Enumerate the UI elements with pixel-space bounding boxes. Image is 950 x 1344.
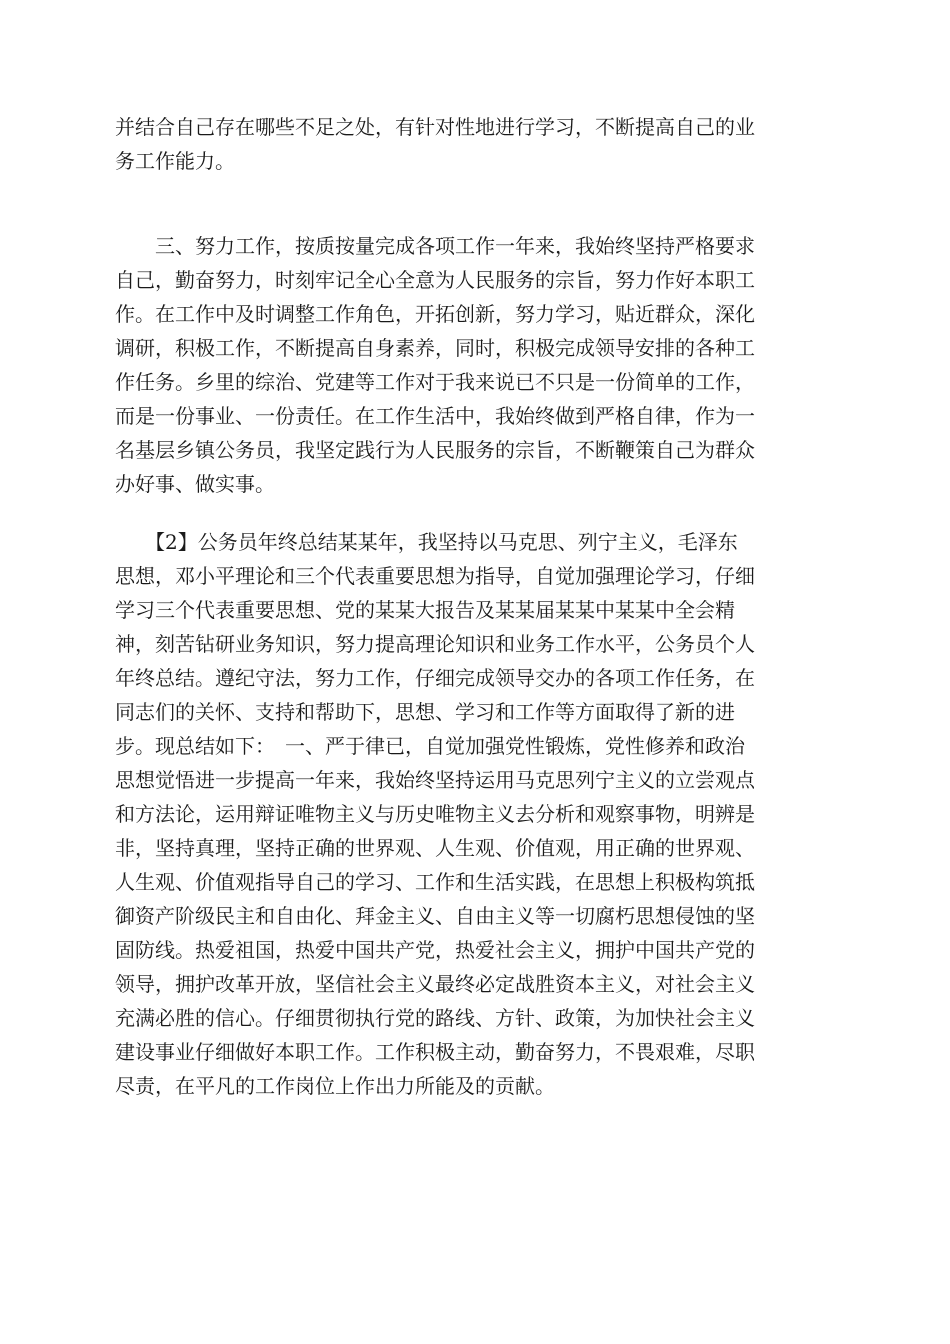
text-line: 学习三个代表重要思想、党的某某大报告及某某届某某中某某中全会精 (115, 598, 735, 622)
text-line: 思想，邓小平理论和三个代表重要思想为指导，自觉加强理论学习，仔细 (115, 564, 755, 588)
text-line: 【2】公务员年终总结某某年，我坚持以马克思、列宁主义，毛泽东 (115, 530, 738, 554)
text-line: 尽责，在平凡的工作岗位上作出力所能及的贡献。 (115, 1074, 555, 1098)
text-line: 御资产阶级民主和自由化、拜金主义、自由主义等一切腐朽思想侵蚀的坚 (115, 904, 755, 928)
text-line: 非，坚持真理，坚持正确的世界观、人生观、价值观，用正确的世界观、 (115, 836, 755, 860)
text-line: 步。现总结如下： 一、严于律已，自觉加强党性锻炼，党性修养和政治 (115, 734, 745, 758)
text-line: 人生观、价值观指导自己的学习、工作和生活实践，在思想上积极构筑抵 (115, 870, 755, 894)
paragraph-section-three (115, 229, 840, 501)
text-line: 建设事业仔细做好本职工作。工作积极主动，勤奋努力，不畏艰难，尽职 (115, 1040, 755, 1064)
text-line: 思想觉悟进一步提高一年来，我始终坚持运用马克思列宁主义的立尝观点 (115, 768, 755, 792)
paragraph-summary-2 (115, 525, 840, 1103)
text-line: 固防线。热爱祖国，热爱中国共产党，热爱社会主义，拥护中国共产党的 (115, 938, 755, 962)
text-line: 而是一份事业、一份责任。在工作生活中，我始终做到严格自律，作为一 (115, 404, 755, 428)
text-line: 同志们的关怀、支持和帮助下，思想、学习和工作等方面取得了新的进 (115, 700, 735, 724)
text-line: 作任务。乡里的综治、党建等工作对于我来说已不只是一份简单的工作， (115, 370, 755, 394)
text-line: 自己，勤奋努力，时刻牢记全心全意为人民服务的宗旨，努力作好本职工 (115, 268, 755, 292)
text-line: 办好事、做实事。 (115, 472, 275, 496)
paragraph-continuation (115, 110, 840, 178)
text-line: 作。在工作中及时调整工作角色，开拓创新，努力学习，贴近群众，深化 (115, 302, 755, 326)
text-line: 领导，拥护改革开放，坚信社会主义最终必定战胜资本主义，对社会主义 (115, 972, 755, 996)
text-line: 年终总结。遵纪守法，努力工作，仔细完成领导交办的各项工作任务，在 (115, 666, 755, 690)
text-line: 三、努力工作，按质按量完成各项工作一年来，我始终坚持严格要求 (115, 234, 755, 258)
text-line: 并结合自己存在哪些不足之处，有针对性地进行学习，不断提高自己的业 (115, 115, 755, 139)
text-line: 务工作能力。 (115, 149, 235, 173)
text-line: 充满必胜的信心。仔细贯彻执行党的路线、方针、政策，为加快社会主义 (115, 1006, 755, 1030)
text-line: 神，刻苦钻研业务知识，努力提高理论知识和业务工作水平，公务员个人 (115, 632, 755, 656)
text-line: 名基层乡镇公务员，我坚定践行为人民服务的宗旨，不断鞭策自己为群众 (115, 438, 755, 462)
text-line: 调研，积极工作，不断提高自身素养，同时，积极完成领导安排的各种工 (115, 336, 755, 360)
text-line: 和方法论，运用辩证唯物主义与历史唯物主义去分析和观察事物，明辨是 (115, 802, 755, 826)
